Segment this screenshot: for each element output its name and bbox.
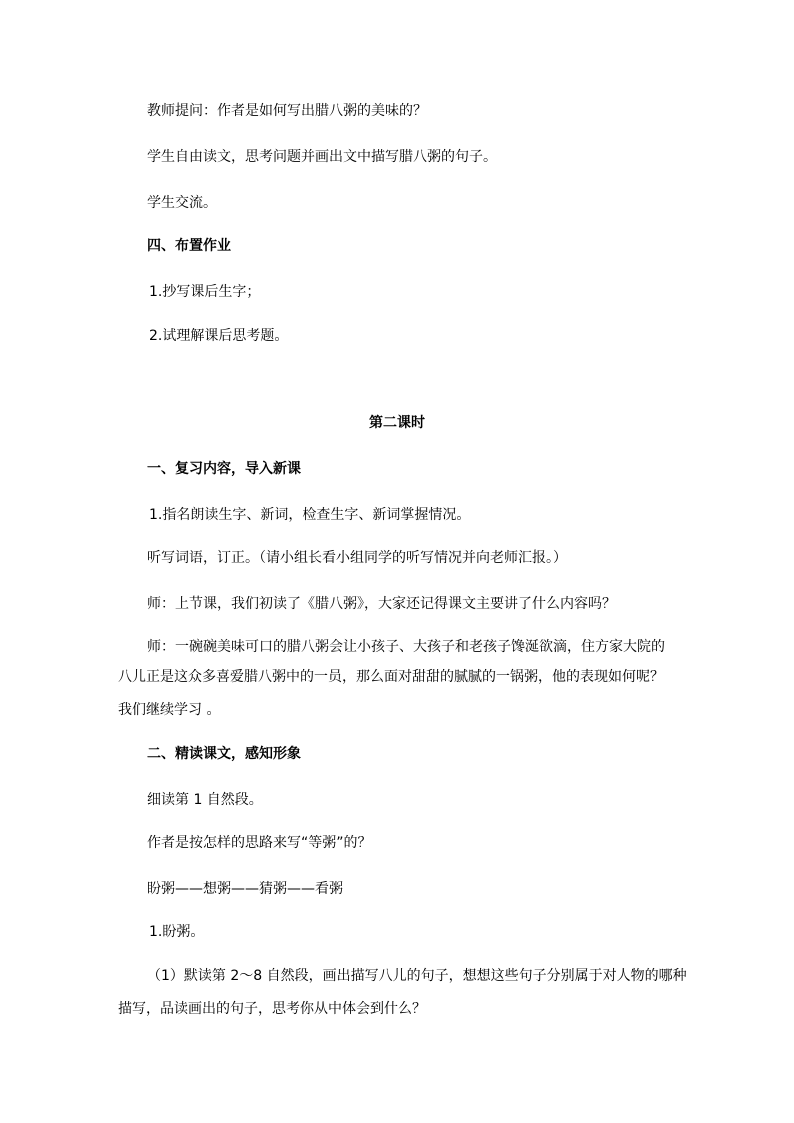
paragraph-teacher-intro-line2: 八儿正是这众多喜爱腊八粥中的一员，那么面对甜甜的腻腻的一锅粥，他的表现如何呢？ <box>118 669 664 685</box>
paragraph-task-line2: 描写，品读画出的句子，思考你从中体会到什么？ <box>118 1001 426 1017</box>
paragraph-sequence: 盼粥——想粥——猜粥——看粥 <box>147 881 343 897</box>
paragraph-writing-approach: 作者是按怎样的思路来写“等粥”的？ <box>147 835 372 851</box>
section-heading-close-reading: 二、精读课文，感知形象 <box>147 746 301 762</box>
paragraph-read-first: 细读第 1 自然段。 <box>147 792 263 808</box>
list-item-homework-1: 1.抄写课后生字； <box>149 284 261 300</box>
section-heading-review: 一、复习内容，导入新课 <box>147 461 301 477</box>
paragraph-student-reading: 学生自由读文，思考问题并画出文中描写腊八粥的句子。 <box>147 149 497 165</box>
list-item-waiting: 1.盼粥。 <box>149 924 205 940</box>
paragraph-teacher-recap: 师：上节课，我们初读了《腊八粥》，大家还记得课文主要讲了什么内容吗？ <box>147 596 616 612</box>
paragraph-teacher-intro-line1: 师：一碗碗美味可口的腊八粥会让小孩子、大孩子和老孩子馋涎欲滴，住方家大院的 <box>147 639 665 655</box>
paragraph-dictation: 听写词语，订正。（请小组长看小组同学的听写情况并向老师汇报。） <box>147 550 567 566</box>
list-item-homework-2: 2.试理解课后思考题。 <box>149 328 289 344</box>
list-item-review-1: 1.指名朗读生字、新词，检查生字、新词掌握情况。 <box>149 507 471 523</box>
paragraph-task-line1: （1）默读第 2～8 自然段，画出描写八儿的句子，想想这些句子分别属于对人物的哪种 <box>147 968 687 984</box>
section-heading-homework: 四、布置作业 <box>147 238 231 254</box>
paragraph-teacher-question: 教师提问：作者是如何写出腊八粥的美味的？ <box>147 103 427 119</box>
paragraph-teacher-intro-line3: 我们继续学习 。 <box>118 702 221 718</box>
paragraph-student-exchange: 学生交流。 <box>147 195 217 211</box>
lesson-title-second-period: 第二课时 <box>369 415 425 431</box>
